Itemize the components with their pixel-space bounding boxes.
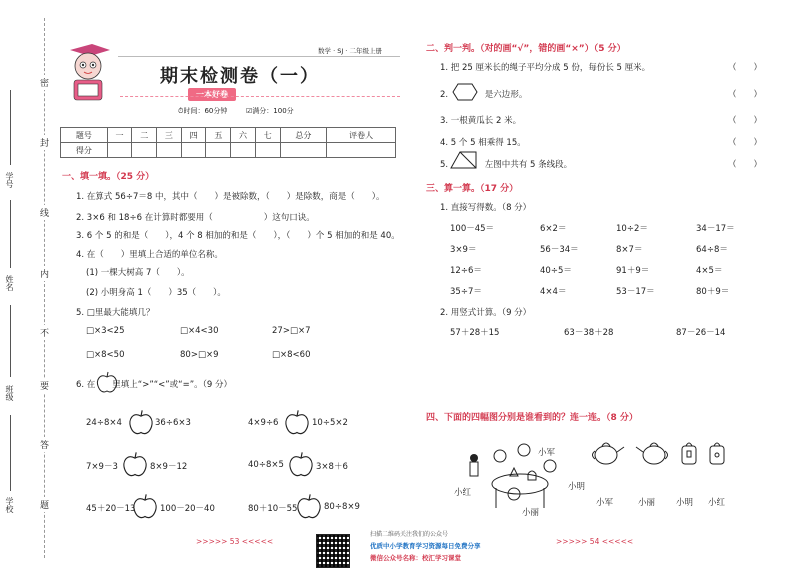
clock-icon: ⏱ bbox=[178, 107, 184, 115]
section-1-title: 一、填一填。（25 分） bbox=[62, 172, 155, 182]
compare-right: 10÷5×2 bbox=[312, 418, 348, 428]
score-cell[interactable] bbox=[231, 143, 256, 158]
calc-item[interactable]: 56－34＝ bbox=[540, 245, 579, 255]
calc-item[interactable]: 35÷7＝ bbox=[450, 287, 482, 297]
calc-item[interactable]: 40÷5＝ bbox=[540, 266, 572, 276]
teapot-side-view-2 bbox=[634, 436, 670, 471]
banner-rule bbox=[120, 96, 400, 97]
answer-paren[interactable]: （ ） bbox=[728, 138, 763, 148]
blank-item[interactable]: 27>□×7 bbox=[272, 326, 311, 336]
compare-left: 40÷8×5 bbox=[248, 460, 284, 470]
section-3-title: 三、算一算。（17 分） bbox=[426, 184, 519, 194]
question-1-6: 6. 在 里填上“>”“<”或“=”。（9 分） bbox=[76, 380, 232, 390]
kid-label-xiaoming: 小明 bbox=[568, 482, 586, 492]
compare-right: 8×9－12 bbox=[150, 462, 188, 472]
judge-item: 5. 左图中共有 5 条线段。 bbox=[440, 160, 573, 170]
score-cell[interactable] bbox=[132, 143, 157, 158]
question-1-4: 4. 在（ ）里填上合适的单位名称。 bbox=[76, 250, 223, 260]
class-label: 班级 bbox=[5, 385, 14, 401]
calc-item[interactable]: 3×9＝ bbox=[450, 245, 477, 255]
table-cell: 三 bbox=[157, 128, 182, 143]
binding-char: 不 bbox=[40, 325, 49, 340]
table-cell: 题号 bbox=[61, 128, 108, 143]
kids-at-table-image bbox=[460, 436, 580, 519]
calc-item[interactable]: 8×7＝ bbox=[616, 245, 643, 255]
blank-item[interactable]: 80>□×9 bbox=[180, 350, 219, 360]
judge-item: 4. 5 个 5 相乘得 15。 bbox=[440, 138, 526, 148]
calc-item[interactable]: 80＋9＝ bbox=[696, 287, 730, 297]
apple-blank[interactable] bbox=[132, 492, 158, 523]
compare-left: 7×9－3 bbox=[86, 462, 118, 472]
teapot-side-view bbox=[590, 436, 626, 471]
time-info: ⏱时间：60分钟 bbox=[178, 107, 228, 115]
binding-char: 封 bbox=[40, 135, 49, 150]
calc-item[interactable]: 91＋9＝ bbox=[616, 266, 650, 276]
compare-right: 100－20－40 bbox=[160, 504, 215, 514]
score-cell[interactable] bbox=[157, 143, 182, 158]
binding-char: 内 bbox=[40, 266, 49, 281]
apple-blank[interactable] bbox=[284, 408, 310, 439]
apple-blank[interactable] bbox=[122, 450, 148, 481]
table-cell: 四 bbox=[181, 128, 206, 143]
score-info: ☑满分：100分 bbox=[246, 107, 294, 115]
apple-icon bbox=[96, 370, 118, 397]
blank-item[interactable]: □×4<30 bbox=[180, 326, 219, 336]
section-2-title: 二、判一判。（对的画“√”，错的画“×”）（5 分） bbox=[426, 44, 626, 54]
blank-item[interactable]: □×8<50 bbox=[86, 350, 125, 360]
promo-line-2: 微信公众号名称：校汇学习课堂 bbox=[370, 554, 461, 562]
checkbox-icon: ☑ bbox=[246, 107, 253, 115]
table-cell: 七 bbox=[255, 128, 280, 143]
table-row bbox=[61, 143, 396, 158]
blank-item[interactable]: □×3<25 bbox=[86, 326, 125, 336]
score-cell[interactable] bbox=[206, 143, 231, 158]
compare-left: 24÷8×4 bbox=[86, 418, 122, 428]
apple-blank[interactable] bbox=[128, 408, 154, 439]
answer-label[interactable]: 小丽 bbox=[638, 498, 656, 508]
question-1-3: 3. 6 个 5 的和是（ ），4 个 8 相加的和是（ ），（ ）个 5 相加的和是 40。 bbox=[76, 231, 400, 241]
calc-item[interactable]: 100－45＝ bbox=[450, 224, 495, 234]
judge-item: 1. 把 25 厘米长的绳子平均分成 5 份，每份长 5 厘米。 bbox=[440, 63, 651, 73]
table-cell: 得分 bbox=[61, 143, 108, 158]
binding-char: 要 bbox=[40, 378, 49, 393]
blank-item[interactable]: □×8<60 bbox=[272, 350, 311, 360]
cartoon-mascot-image bbox=[62, 42, 114, 102]
cut-line bbox=[44, 18, 45, 558]
page-number-right: >>>>> 54 <<<<< bbox=[556, 537, 634, 546]
table-cell: 五 bbox=[206, 128, 231, 143]
header-rule bbox=[118, 56, 400, 57]
class-field[interactable] bbox=[10, 305, 11, 377]
student-id-label: 学号 bbox=[5, 172, 14, 188]
qr-caption: 扫描二维码关注我们的公众号 bbox=[370, 531, 449, 538]
vertical-calc: 87－26－14 bbox=[676, 328, 726, 338]
banner-label: 一本好卷 bbox=[188, 88, 236, 101]
name-field[interactable] bbox=[10, 200, 11, 268]
qr-code-image bbox=[316, 534, 350, 568]
table-cell: 一 bbox=[107, 128, 132, 143]
compare-left: 45＋20－13 bbox=[86, 504, 136, 514]
kid-label-xiaojun: 小军 bbox=[538, 448, 556, 458]
answer-paren[interactable]: （ ） bbox=[728, 63, 763, 73]
score-cell[interactable] bbox=[255, 143, 280, 158]
compare-right: 3×8＋6 bbox=[316, 462, 348, 472]
compare-right: 36÷6×3 bbox=[155, 418, 191, 428]
question-1-4a: (1) 一棵大树高 7（ ）。 bbox=[86, 268, 190, 278]
calc-item[interactable]: 10÷2＝ bbox=[616, 224, 648, 234]
apple-blank[interactable] bbox=[288, 450, 314, 481]
compare-left: 4×9÷6 bbox=[248, 418, 279, 428]
answer-label[interactable]: 小军 bbox=[596, 498, 614, 508]
score-cell[interactable] bbox=[181, 143, 206, 158]
answer-paren[interactable]: （ ） bbox=[728, 160, 763, 170]
table-cell: 六 bbox=[231, 128, 256, 143]
binding-char: 线 bbox=[40, 205, 49, 220]
question-1-2: 2. 3×6 和 18÷6 在计算时都要用（ ）这句口诀。 bbox=[76, 213, 315, 223]
judge-item: 3. 一根黄瓜长 2 米。 bbox=[440, 116, 522, 126]
hexagon-shape bbox=[452, 83, 478, 104]
name-label: 姓名 bbox=[5, 275, 14, 291]
table-row bbox=[61, 128, 396, 143]
kid-label-xiaohong: 小红 bbox=[454, 488, 472, 498]
school-label: 学校 bbox=[5, 497, 14, 513]
table-cell: 评卷人 bbox=[327, 128, 396, 143]
answer-paren[interactable]: （ ） bbox=[728, 116, 763, 126]
school-field[interactable] bbox=[10, 415, 11, 491]
vertical-calc: 57＋28＋15 bbox=[450, 328, 500, 338]
calc-item[interactable]: 64÷8＝ bbox=[696, 245, 728, 255]
teapot-spout-view bbox=[706, 436, 728, 471]
trapezoid-shape bbox=[450, 151, 478, 172]
answer-paren[interactable]: （ ） bbox=[728, 90, 763, 100]
binding-char: 答 bbox=[40, 437, 49, 452]
exam-title: 期末检测卷（一） bbox=[160, 66, 320, 87]
binding-char: 题 bbox=[40, 497, 49, 512]
teapot-handle-view bbox=[678, 436, 700, 471]
subject-label: 数学 · SJ · 二年级上册 bbox=[318, 47, 382, 55]
compare-right: 80÷8×9 bbox=[324, 502, 360, 512]
answer-label[interactable]: 小明 bbox=[676, 498, 694, 508]
student-id-field[interactable] bbox=[10, 90, 11, 165]
question-1-1: 1. 在算式 56÷7＝8 中，其中（ ）是被除数，（ ）是除数，商是（ ）。 bbox=[76, 192, 385, 202]
calc-item[interactable]: 4×4＝ bbox=[540, 287, 567, 297]
calc-item[interactable]: 12÷6＝ bbox=[450, 266, 482, 276]
vertical-calc: 63－38＋28 bbox=[564, 328, 614, 338]
score-cell[interactable] bbox=[107, 143, 132, 158]
question-3-1: 1. 直接写得数。（8 分） bbox=[440, 203, 532, 213]
score-cell[interactable] bbox=[280, 143, 327, 158]
calc-item[interactable]: 6×2＝ bbox=[540, 224, 567, 234]
compare-left: 80＋10－55 bbox=[248, 504, 298, 514]
binding-margin bbox=[0, 0, 52, 579]
score-cell[interactable] bbox=[327, 143, 396, 158]
binding-char: 密 bbox=[40, 75, 49, 90]
apple-blank[interactable] bbox=[296, 492, 322, 523]
answer-label[interactable]: 小红 bbox=[708, 498, 726, 508]
question-1-5: 5. □里最大能填几？ bbox=[76, 308, 155, 318]
calc-item[interactable]: 53－17＝ bbox=[616, 287, 655, 297]
question-1-4b: (2) 小明身高 1（ ）35（ ）。 bbox=[86, 288, 226, 298]
promo-line-1: 优质中小学教育学习资源每日免费分享 bbox=[370, 542, 481, 550]
table-cell: 二 bbox=[132, 128, 157, 143]
table-cell: 总分 bbox=[280, 128, 327, 143]
score-table bbox=[60, 127, 396, 158]
page-number-left: >>>>> 53 <<<<< bbox=[196, 537, 274, 546]
kid-label-xiaoli: 小丽 bbox=[522, 508, 540, 518]
calc-item[interactable]: 34－17＝ bbox=[696, 224, 735, 234]
calc-item[interactable]: 4×5＝ bbox=[696, 266, 723, 276]
question-3-2: 2. 用竖式计算。（9 分） bbox=[440, 308, 532, 318]
judge-item: 2. 是六边形。 bbox=[440, 90, 528, 100]
section-4-title: 四、下面的四幅图分别是谁看到的？连一连。（8 分） bbox=[426, 413, 638, 423]
